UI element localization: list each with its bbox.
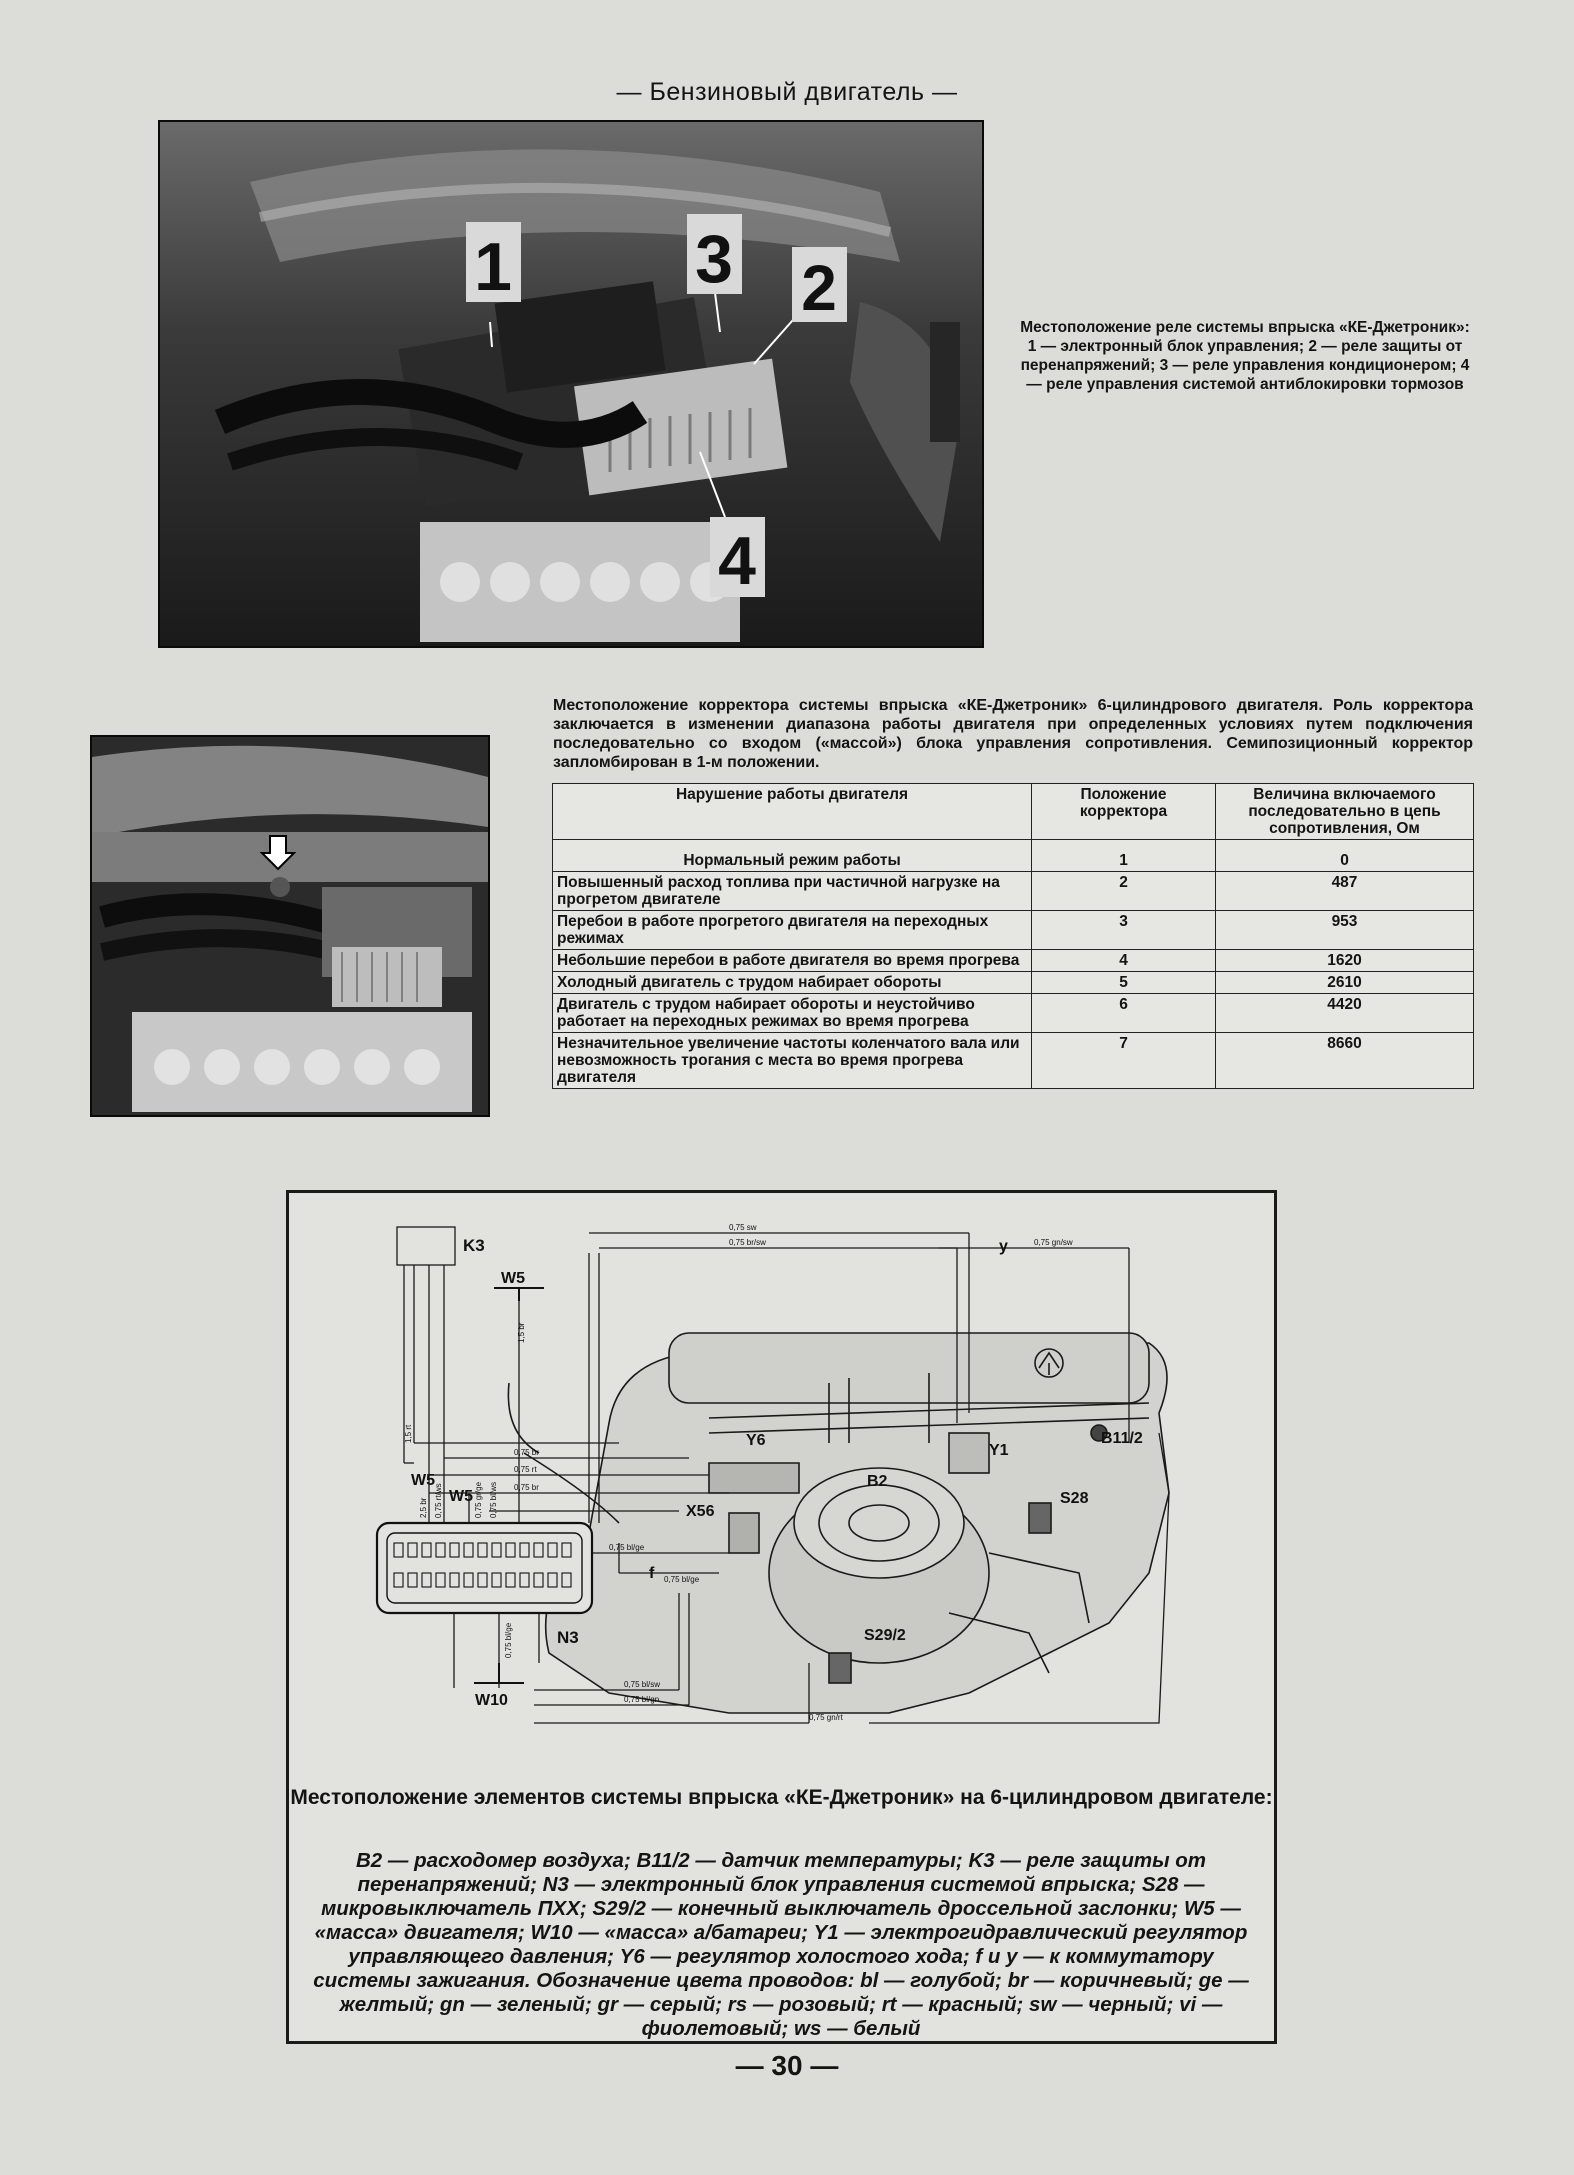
scheme-label-f [649, 1565, 655, 1582]
wire-label-0-75-bl-gn [624, 1695, 659, 1704]
wire-label-0-75-br-a [514, 1448, 539, 1457]
wire-label-1-5-br [517, 1322, 526, 1343]
svg-text:Y6: Y6 [746, 1432, 766, 1449]
svg-text:Y1: Y1 [989, 1442, 1009, 1459]
svg-text:4: 4 [718, 523, 756, 599]
wire-label-0-75-rt-ws [434, 1483, 443, 1518]
relay-photo-illustration [160, 122, 982, 646]
header-malfunction: Нарушение работы двигателя [553, 784, 1032, 840]
scheme-label-y1 [989, 1442, 1009, 1459]
cell-malfunction: Нормальный режим работы [553, 840, 1032, 872]
svg-text:0,75 br/sw: 0,75 br/sw [729, 1238, 766, 1247]
cell-position: 6 [1032, 994, 1216, 1033]
scheme-label-x56 [686, 1503, 715, 1520]
svg-text:0,75 br: 0,75 br [514, 1483, 539, 1492]
wire-label-0-75-bl-ws [489, 1482, 498, 1518]
scheme-label-y6 [746, 1432, 766, 1449]
cell-resistance: 487 [1216, 872, 1474, 911]
svg-text:S28: S28 [1060, 1490, 1089, 1507]
callout-1 [466, 222, 521, 305]
svg-text:2: 2 [801, 252, 837, 324]
svg-text:0,75 gr/ge: 0,75 gr/ge [474, 1481, 483, 1518]
wire-label-0-75-gn-rt [809, 1713, 844, 1722]
photo-corrector-location [90, 735, 490, 1117]
svg-text:0,75 rt: 0,75 rt [514, 1465, 537, 1474]
cell-position: 3 [1032, 911, 1216, 950]
corrector-table [552, 783, 1474, 1089]
scheme-label-n3 [557, 1628, 579, 1647]
page-header: — Бензиновый двигатель — [616, 78, 958, 106]
table-row [553, 911, 1474, 950]
cell-malfunction: Незначительное увеличение частоты коленчатого вала или невозможность трогания с места во время прогрева двигателя [553, 1033, 1032, 1089]
table-row [553, 1033, 1474, 1089]
table-row [553, 972, 1474, 994]
cell-position: 4 [1032, 950, 1216, 972]
cell-position: 2 [1032, 872, 1216, 911]
svg-text:0,75 gn/rt: 0,75 gn/rt [809, 1713, 843, 1722]
cell-malfunction: Повышенный расход топлива при частичной нагрузке на прогретом двигателе [553, 872, 1032, 911]
wiring-diagram [289, 1193, 1274, 1783]
svg-text:W5: W5 [449, 1488, 473, 1505]
cell-resistance: 8660 [1216, 1033, 1474, 1089]
svg-text:X56: X56 [686, 1503, 715, 1520]
svg-text:0,75 rt/ws: 0,75 rt/ws [434, 1483, 443, 1518]
cell-position: 1 [1032, 840, 1216, 872]
table-row [553, 872, 1474, 911]
cell-resistance: 0 [1216, 840, 1474, 872]
wire-label-0-75-sw [729, 1223, 757, 1232]
wire-label-0-75-gr-ge [474, 1481, 483, 1518]
caption-relay: Местоположение реле системы впрыска «КЕ-Джетроник»: 1 — электронный блок управления; 2 — реле защиты от перенапряжений; 3 — реле управления кондиционером; 4 — реле управления системой антиблокировки тормозов [1020, 319, 1470, 393]
wire-label-1-5-rt [404, 1424, 413, 1443]
svg-text:K3: K3 [463, 1236, 485, 1255]
scheme-label-w5-top [501, 1270, 525, 1287]
cell-resistance: 4420 [1216, 994, 1474, 1033]
svg-text:1: 1 [474, 229, 512, 305]
svg-text:0,75 br: 0,75 br [514, 1448, 539, 1457]
callout-3 [687, 214, 742, 297]
svg-text:0,75 bl/sw: 0,75 bl/sw [624, 1680, 661, 1689]
cell-position: 7 [1032, 1033, 1216, 1089]
callout-2 [792, 247, 847, 324]
svg-text:1,5 br: 1,5 br [517, 1322, 526, 1343]
ground-w10-symbol [474, 1663, 524, 1683]
scheme-title: Местоположение элементов системы впрыска «КЕ-Джетроник» на 6-цилиндровом двигателе: [290, 1786, 1273, 1809]
wire-label-0-75-bl-sw [624, 1680, 660, 1689]
svg-text:N3: N3 [557, 1628, 579, 1647]
svg-text:1,5 rt: 1,5 rt [404, 1424, 413, 1443]
svg-text:2,5 br: 2,5 br [419, 1497, 428, 1518]
svg-text:0,75 bl/ws: 0,75 bl/ws [489, 1481, 498, 1518]
cell-resistance: 953 [1216, 911, 1474, 950]
ground-w5-symbol [494, 1288, 544, 1301]
svg-text:W5: W5 [501, 1270, 525, 1287]
wire-label-0-75-bl-ge-a [609, 1543, 645, 1552]
scheme-label-k3 [463, 1236, 485, 1255]
scheme-label-b11-2 [1101, 1430, 1143, 1447]
cell-position: 5 [1032, 972, 1216, 994]
wire-label-0-75-gn-sw [1034, 1238, 1073, 1247]
cell-malfunction: Холодный двигатель с трудом набирает обороты [553, 972, 1032, 994]
svg-text:3: 3 [695, 221, 733, 297]
scheme-label-w10 [475, 1692, 508, 1709]
cell-malfunction: Двигатель с трудом набирает обороты и неустойчиво работает на переходных режимах во время прогрева [553, 994, 1032, 1033]
cell-resistance: 2610 [1216, 972, 1474, 994]
svg-text:W5: W5 [411, 1472, 435, 1489]
page-number: — 30 — [735, 2050, 839, 2081]
scheme-label-s28 [1060, 1490, 1089, 1507]
svg-text:f: f [649, 1565, 655, 1582]
scheme-label-w5-left [411, 1472, 435, 1489]
cell-resistance: 1620 [1216, 950, 1474, 972]
table-row [553, 950, 1474, 972]
svg-text:B11/2: B11/2 [1101, 1430, 1143, 1447]
svg-text:S29/2: S29/2 [864, 1627, 906, 1644]
svg-text:0,75 sw: 0,75 sw [729, 1223, 757, 1232]
wiring-scheme [286, 1190, 1277, 2044]
cell-malfunction: Перебои в работе прогретого двигателя на переходных режимах [553, 911, 1032, 950]
table-row [553, 840, 1474, 872]
svg-text:0,75 bl/ge: 0,75 bl/ge [664, 1575, 700, 1584]
svg-text:B2: B2 [867, 1473, 888, 1490]
scheme-legend: B2 — расходомер воздуха; B11/2 — датчик температуры; K3 — реле защиты от перенапряжений; N3 — электронный блок управления системой впрыска; S28 — микровыключатель ПХХ; S29/2 — конечный выключатель дроссельной заслонки; W5 — «масса» двигателя; W10 — «масса» а/батареи; Y1 — электрогидравлический регулятор управляющего давления; Y6 — регулятор холостого хода; f и y — к коммутатору системы зажигания. Обозначение цвета проводов: bl — голубой; br — коричневый; ge — желтый; gn — зеленый; gr — серый; rs — розовый; rt — красный; sw — черный; vi — фиолетовый; ws — белый [313, 1849, 1249, 2040]
svg-text:0,75 bl/ge: 0,75 bl/ge [504, 1622, 513, 1658]
svg-text:W10: W10 [475, 1692, 508, 1709]
corrector-photo-illustration [92, 737, 488, 1115]
scheme-label-w5-mid [449, 1488, 473, 1505]
callout-4 [710, 517, 765, 599]
wire-label-0-75-br-b [514, 1483, 539, 1492]
wire-label-0-75-bl-ge-c [504, 1622, 513, 1658]
header-resistance: Величина включаемого последовательно в цепь сопротивления, Ом [1216, 784, 1474, 840]
svg-text:y: y [999, 1238, 1008, 1255]
svg-text:0,75 bl/ge: 0,75 bl/ge [609, 1543, 645, 1552]
scheme-label-b2 [867, 1473, 888, 1490]
cell-malfunction: Небольшие перебои в работе двигателя во время прогрева [553, 950, 1032, 972]
photo-relay-location [158, 120, 984, 648]
wire-label-2-5-br [419, 1497, 428, 1518]
ecu-connector-n3 [377, 1523, 592, 1613]
svg-text:0,75 gn/sw: 0,75 gn/sw [1034, 1238, 1073, 1247]
wire-label-0-75-br-sw [729, 1238, 766, 1247]
header-position: Положение корректора [1032, 784, 1216, 840]
table-header-row [553, 784, 1474, 840]
wire-label-0-75-bl-ge-b [664, 1575, 700, 1584]
wire-label-0-75-rt [514, 1465, 537, 1474]
scheme-label-s29-2 [864, 1627, 906, 1644]
caption-corrector: Местоположение корректора системы впрыска «КЕ-Джетроник» 6-цилиндрового двигателя. Роль корректора заключается в изменении диапазона работы двигателя при определенных условиях путем подключения последовательно со входом («массой») блока управления сопротивления. Семипозиционный корректор запломбирован в 1-м положении. [553, 697, 1473, 771]
scheme-label-y [999, 1238, 1008, 1255]
table-row [553, 994, 1474, 1033]
svg-text:0,75 bl/gn: 0,75 bl/gn [624, 1695, 660, 1704]
